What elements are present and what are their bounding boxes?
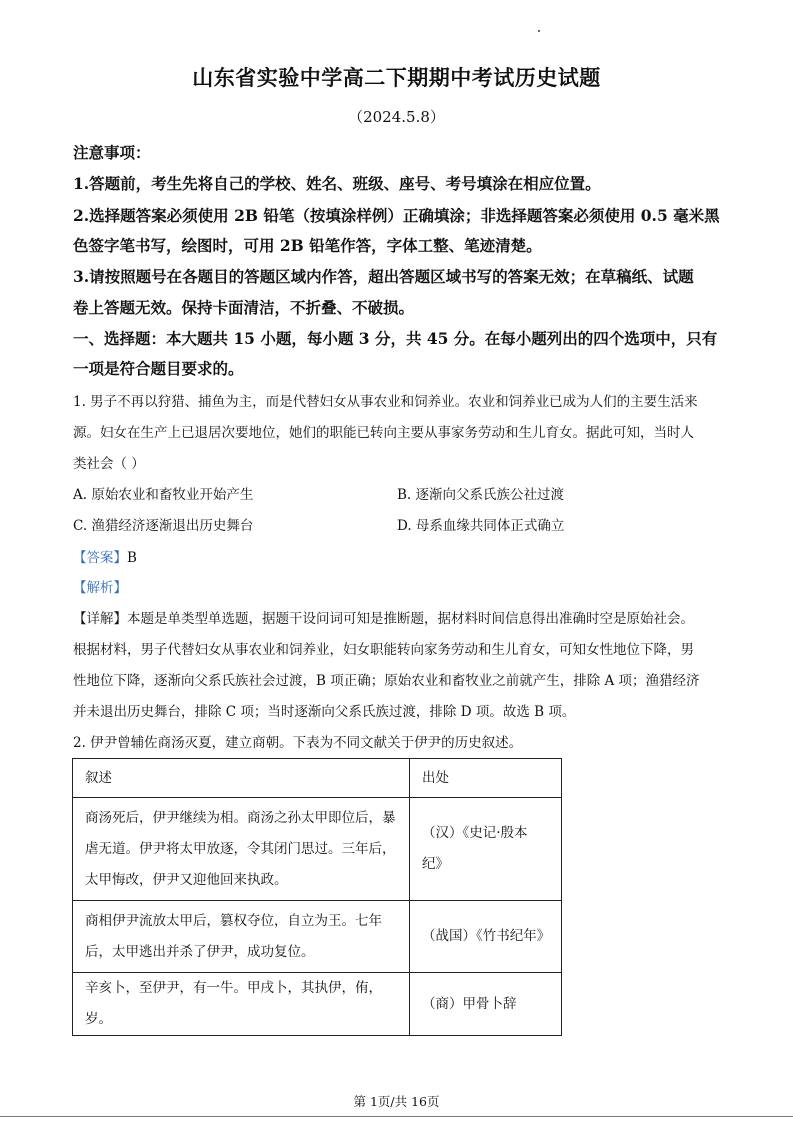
row-2-narrative (73, 901, 410, 973)
q1-analysis-label: 【解析】 (73, 580, 127, 596)
detail-text: 本题是单类型单选题，据题干设问词可知是推断题，据材料时间信息得出准确时空是原始社会。 (127, 611, 694, 627)
footer-rule (0, 1116, 793, 1117)
row-1-source-line-1: （汉）《史记·殷本 (422, 825, 528, 841)
row-3-narrative: 辛亥卜，至伊尹，有一牛。甲戌卜，其执伊，侑，岁。 (73, 973, 410, 1036)
row-2-narrative-line-1: 商相伊尹流放太甲后，篡权夺位，自立为王。七年 (85, 912, 382, 929)
notice-item-3-line-1: 3.请按照题号在各题目的答题区域内作答，超出答题区域书写的答案无效；在草稿纸、试题 (73, 267, 694, 286)
page-title: 山东省实验中学高二下期期中考试历史试题 (192, 65, 601, 90)
answer-label: 【答案】 (73, 550, 127, 566)
yiyin-table (72, 758, 562, 1036)
row-1-narrative-line-1: 商汤死后，伊尹继续为相。商汤之孙太甲即位后，暴 (85, 809, 396, 826)
row-3-source: （商）甲骨卜辞 (410, 973, 562, 1036)
row-2-source: （战国）《竹书纪年》 (410, 901, 562, 973)
header-narrative: 叙述 (73, 759, 410, 798)
row-1-source-line-2: 纪》 (422, 856, 449, 872)
page-footer: 第 1页/共 16页 (353, 1094, 440, 1109)
table-row (73, 901, 562, 973)
table-row (73, 973, 562, 1036)
q1-option-c: C. 渔猎经济逐渐退出历史舞台 (73, 518, 254, 534)
row-1-source (410, 798, 562, 901)
q1-stem-line-1: 1. 男子不再以狩猎、捕鱼为主，而是代替妇女从事农业和饲养业。农业和饲养业已成为人们的主要生活来 (73, 394, 698, 410)
scan-dot (538, 30, 540, 32)
q1-detail-line-1 (73, 607, 733, 627)
q1-detail-line-3: 性地位下降，逐渐向父系氏族社会过渡，B 项正确；原始农业和畜牧业之前就产生，排除 A 项；渔猎经济 (73, 673, 700, 689)
section-heading-line-1: 一、选择题：本大题共 15 小题，每小题 3 分，共 45 分。在每小题列出的四个选项中，只有 (73, 329, 718, 348)
q2-stem: 2. 伊尹曾辅佐商汤灭夏，建立商朝。下表为不同文献关于伊尹的历史叙述。 (73, 735, 523, 751)
q1-detail-line-2: 根据材料，男子代替妇女从事农业和饲养业，妇女职能转向家务劳动和生儿育女，可知女性地位下降，男 (73, 642, 694, 658)
q1-stem-line-2: 源。妇女在生产上已退居次要地位，她们的职能已转向主要从事家务劳动和生儿育女。据此可知，当时人 (73, 425, 694, 441)
section-heading-line-2: 一项是符合题目要求的。 (73, 359, 244, 378)
row-2-narrative-line-2: 后，太甲逃出并杀了伊尹，成功复位。 (85, 943, 315, 960)
q1-stem-line-3: 类社会（ ） (73, 456, 145, 472)
table-row (73, 798, 562, 901)
row-1-narrative-line-3: 太甲悔改，伊尹又迎他回来执政。 (85, 871, 288, 888)
notice-item-3-line-2: 卷上答题无效。保持卡面清洁，不折叠、不破损。 (73, 298, 415, 317)
detail-label: 【详解】 (73, 611, 127, 627)
notice-item-2-line-1: 2.选择题答案必须使用 2B 铅笔（按填涂样例）正确填涂；非选择题答案必须使用 0.5 毫米黑 (73, 206, 720, 225)
row-1-narrative-line-2: 虐无道。伊尹将太甲放逐，令其闭门思过。三年后， (85, 840, 396, 857)
header-source: 出处 (410, 759, 562, 798)
exam-date: （2024.5.8） (348, 108, 445, 126)
q1-option-b: B. 逐渐向父系氏族公社过渡 (397, 487, 565, 503)
notice-item-2-line-2: 色签字笔书写，绘图时，可用 2B 铅笔作答，字体工整、笔迹清楚。 (73, 236, 542, 255)
q1-detail-line-4: 并未退出历史舞台，排除 C 项；当时逐渐向父系氏族过渡，排除 D 项。故选 B 项。 (73, 704, 576, 720)
q1-answer (73, 546, 733, 566)
table-header-row (73, 759, 562, 798)
row-1-narrative (73, 798, 410, 901)
notice-heading: 注意事项： (73, 143, 151, 162)
q1-option-d: D. 母系血缘共同体正式确立 (397, 518, 565, 534)
answer-value: B (127, 550, 137, 566)
notice-item-1: 1.答题前，考生先将自己的学校、姓名、班级、座号、考号填涂在相应位置。 (73, 174, 601, 193)
q1-option-a: A. 原始农业和畜牧业开始产生 (73, 487, 254, 503)
